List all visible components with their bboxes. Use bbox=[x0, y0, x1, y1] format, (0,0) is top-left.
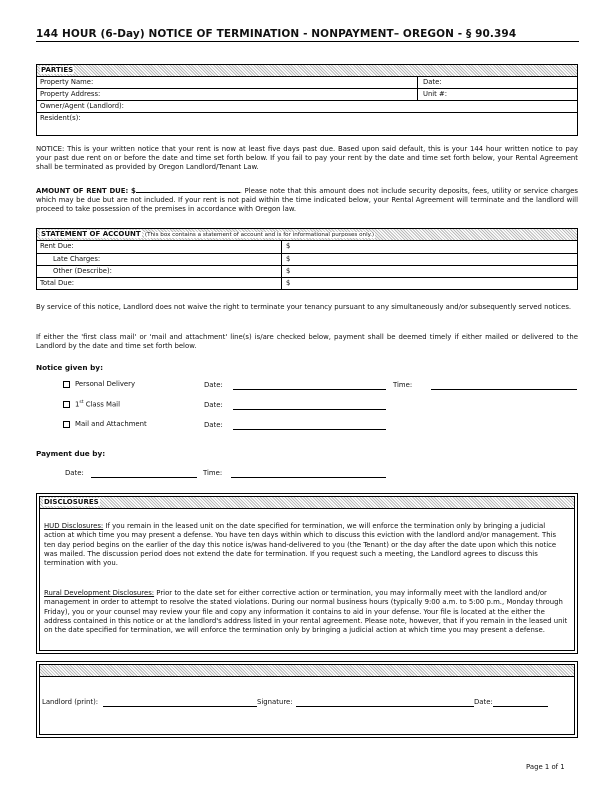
first-class-mail-date-label: Date: bbox=[204, 401, 223, 409]
property-address-row[interactable] bbox=[37, 88, 577, 100]
statement-row-rent[interactable] bbox=[37, 240, 577, 253]
parties-header: PARTIES bbox=[37, 65, 577, 77]
property-address-label: Property Address: bbox=[40, 90, 101, 98]
property-name-row[interactable] bbox=[37, 76, 577, 88]
signature-header-band bbox=[40, 665, 574, 677]
payment-due-date-label: Date: bbox=[65, 469, 84, 477]
rural-disclosure-title: Rural Development Disclosures: bbox=[44, 589, 155, 597]
owner-agent-label: Owner/Agent (Landlord): bbox=[40, 102, 124, 110]
mail-attachment-label: Mail and Attachment bbox=[75, 420, 147, 428]
landlord-print-label: Landlord (print): bbox=[42, 698, 99, 706]
first-class-mail-label: 1st Class Mail bbox=[75, 400, 121, 409]
payment-due-date-field[interactable] bbox=[91, 477, 197, 478]
personal-delivery-date-field[interactable] bbox=[233, 389, 386, 390]
personal-delivery-time-label: Time: bbox=[393, 381, 413, 389]
statement-header-note: (This box contains a statement of account and is for informational purposes only.) bbox=[144, 232, 375, 238]
landlord-print-field[interactable] bbox=[103, 706, 257, 707]
title-rule bbox=[36, 41, 579, 42]
total-due-label: Total Due: bbox=[40, 279, 75, 287]
parties-box bbox=[36, 64, 578, 136]
residents-label: Resident(s): bbox=[40, 114, 81, 122]
rent-due-label: Rent Due: bbox=[40, 242, 74, 250]
first-class-mail-checkbox[interactable] bbox=[63, 401, 70, 408]
late-charges-label: Late Charges: bbox=[53, 255, 101, 263]
statement-row-total[interactable] bbox=[37, 277, 577, 290]
rural-disclosure-text: Prior to the date set for either corrective action or termination, you may informally meet with the landlord and/or management in order to attempt to resolve the stated violations. During our normal business hours (typically 9:00 a.m. to 5:00 p.m., Monday through Friday), you or your counsel may review your file and copy any information it contains to aid in your defense. Your file is located at the either the address contained in this notice or at the landlord's address listed in your rental agreement. Please note, however, that if you remain in the leased unit on the date specified for termination, we will enforce the termination only by bringing a judicial action at which time you may present a defense. bbox=[44, 589, 568, 635]
signature-box bbox=[36, 661, 578, 738]
mail-attachment-date-label: Date: bbox=[204, 421, 223, 429]
other-value: $ bbox=[286, 267, 291, 275]
signature-date-field[interactable] bbox=[493, 706, 548, 707]
statement-box bbox=[36, 228, 578, 290]
late-charges-value: $ bbox=[286, 255, 291, 263]
page-number: Page 1 of 1 bbox=[526, 763, 565, 771]
disclosures-header: DISCLOSURES bbox=[40, 497, 574, 509]
amount-text: . Please note that this amount does not include security deposits, fees, utility or service charges which may be due but are not included. If your rent is not paid within the time indicated below, your Rental Agreement will terminate and the landlord will proceed to take possession of the premises in accordance with Oregon law. bbox=[36, 187, 578, 214]
mail-attachment-checkbox[interactable] bbox=[63, 421, 70, 428]
hud-disclosure bbox=[44, 522, 568, 568]
mail-attachment-date-field[interactable] bbox=[233, 429, 386, 430]
notice-paragraph: NOTICE: This is your written notice that your rent is now at least five days past due. Based upon said default, this is your 144 hour written notice to pay your past due rent on or before the date and time set forth below. If you fail to pay your rent by the date and time set forth below, your Rental Agreement shall be terminated as provided by Oregon Landlord/Tenant Law. bbox=[36, 145, 578, 172]
unit-label: Unit #: bbox=[423, 90, 447, 98]
amount-label: AMOUNT OF RENT DUE: $ bbox=[36, 187, 136, 195]
signature-field[interactable] bbox=[296, 706, 474, 707]
hud-disclosure-title: HUD Disclosures: bbox=[44, 522, 104, 530]
hud-disclosure-text: If you remain in the leased unit on the date specified for termination, we will enforce the termination only by bringing a judicial action at which time you may present a defense. You have ten days within which to discuss this eviction with the landlord and/or management. This ten day period begins on the earlier of the day this notice is/was hand-delivered to you (the Tenant) or the day after the date upon which this notice was mailed. The discussion period does not extend the date for termination. If you request such a meeting, the Landlord agrees to discuss this termination with you. bbox=[44, 522, 557, 568]
rent-due-value: $ bbox=[286, 242, 291, 250]
residents-row[interactable] bbox=[37, 112, 577, 125]
first-class-mail-date-field[interactable] bbox=[233, 409, 386, 410]
total-due-value: $ bbox=[286, 279, 291, 287]
statement-header: STATEMENT OF ACCOUNT (This box contains a statement of account and is for informational purposes only.) bbox=[37, 229, 577, 241]
payment-due-time-label: Time: bbox=[203, 469, 223, 477]
personal-delivery-date-label: Date: bbox=[204, 381, 223, 389]
parties-divider bbox=[417, 76, 418, 100]
mail-paragraph: If either the 'first class mail' or 'mail and attachment' line(s) is/are checked below, payment shall be deemed timely if either mailed or delivered to the Landlord by the date and time set forth below. bbox=[36, 333, 578, 351]
page-title: 144 HOUR (6-Day) NOTICE OF TERMINATION - NONPAYMENT– OREGON - § 90.394 bbox=[36, 28, 517, 40]
amount-paragraph bbox=[36, 185, 578, 214]
other-label: Other (Describe): bbox=[53, 267, 112, 275]
waiver-paragraph: By service of this notice, Landlord does not waive the right to terminate your tenancy pursuant to any simultaneously and/or subsequently served notices. bbox=[36, 303, 572, 311]
date-label: Date: bbox=[423, 78, 442, 86]
statement-divider bbox=[281, 240, 282, 289]
disclosures-inner bbox=[39, 496, 575, 651]
property-name-label: Property Name: bbox=[40, 78, 94, 86]
signature-label: Signature: bbox=[257, 698, 293, 706]
amount-field[interactable] bbox=[136, 185, 240, 193]
payment-due-time-field[interactable] bbox=[231, 477, 386, 478]
personal-delivery-time-field[interactable] bbox=[431, 389, 577, 390]
personal-delivery-label: Personal Delivery bbox=[75, 380, 136, 388]
owner-agent-row[interactable] bbox=[37, 100, 577, 112]
notice-given-label: Notice given by: bbox=[36, 363, 103, 372]
signature-date-label: Date: bbox=[474, 698, 493, 706]
personal-delivery-checkbox[interactable] bbox=[63, 381, 70, 388]
rural-disclosure bbox=[44, 589, 568, 635]
signature-inner bbox=[39, 664, 575, 735]
disclosures-box bbox=[36, 493, 578, 654]
payment-due-label: Payment due by: bbox=[36, 449, 106, 458]
